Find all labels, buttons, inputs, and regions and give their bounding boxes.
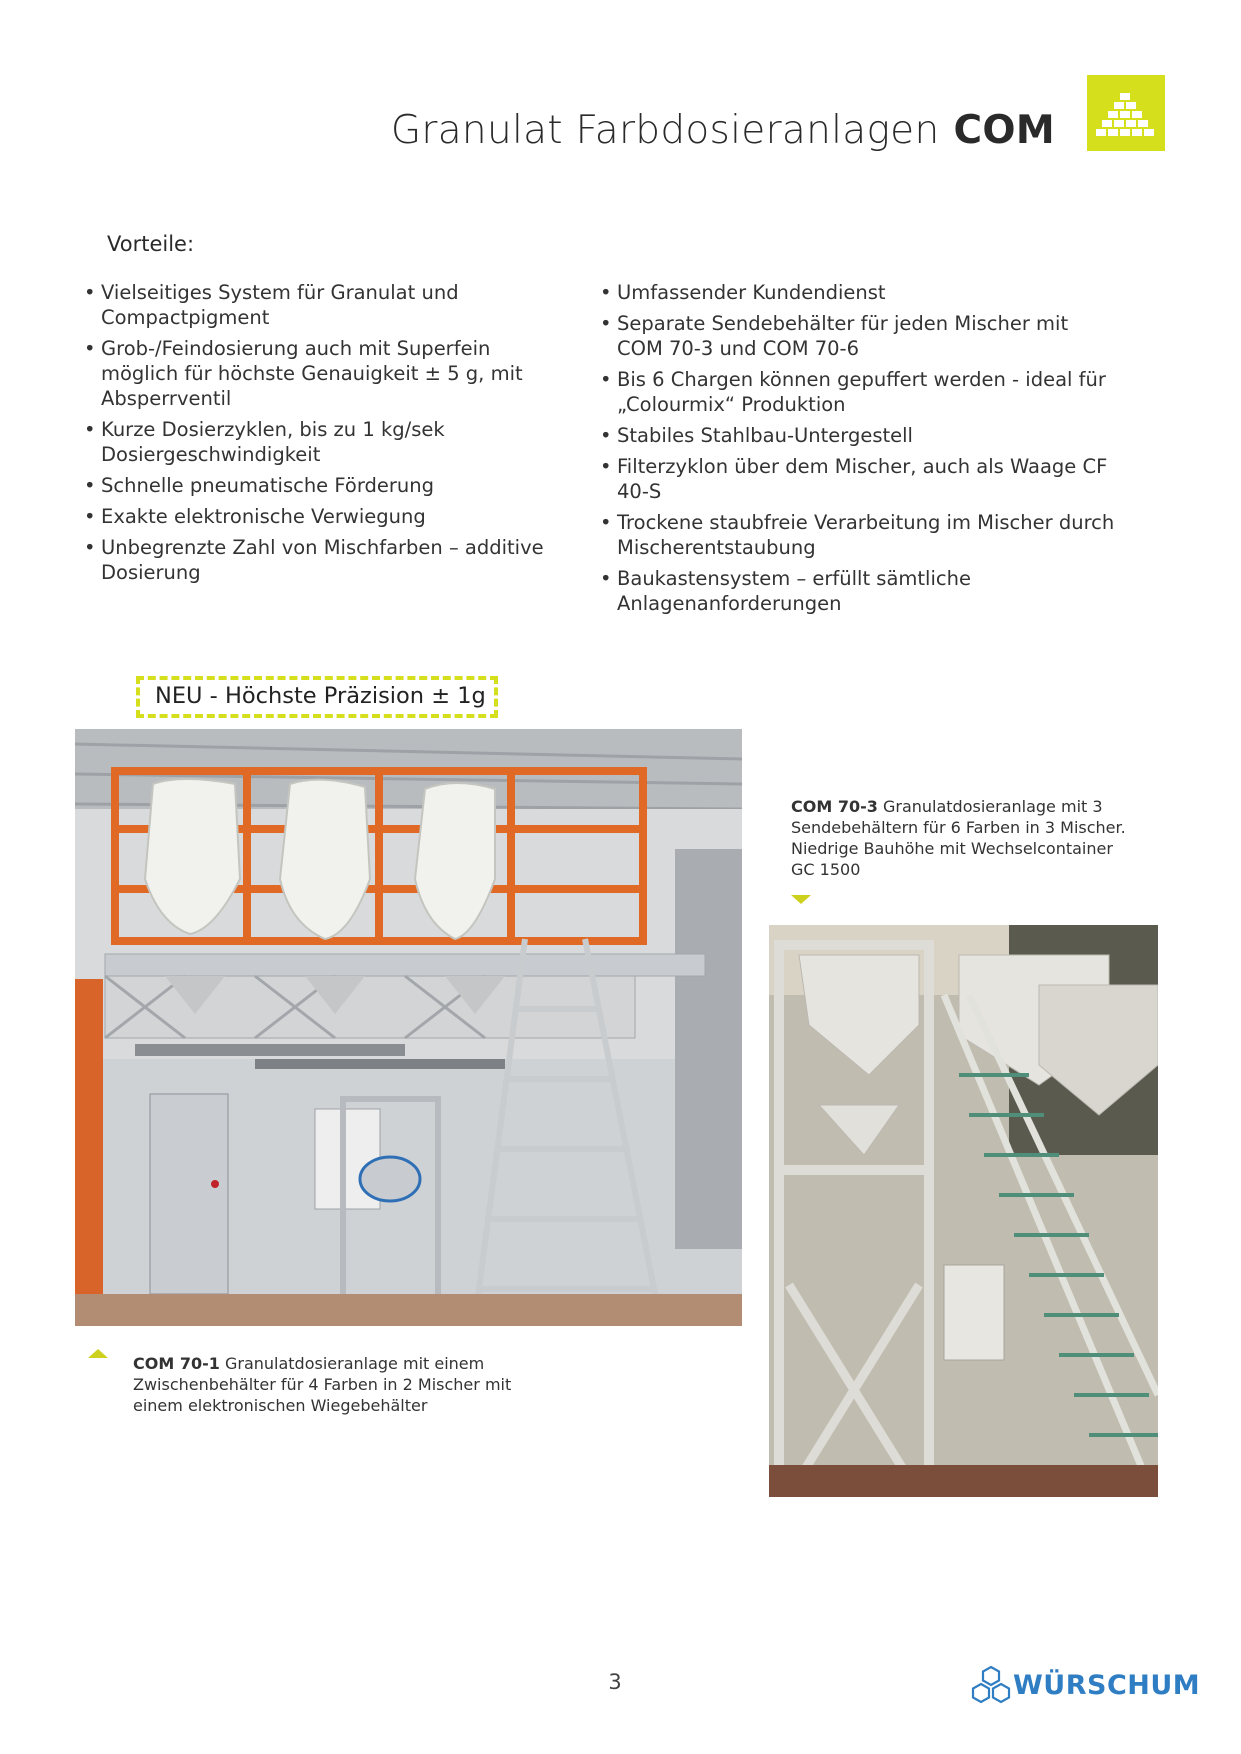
list-item: • Unbegrenzte Zahl von Mischfarben – additive Dosierung (84, 535, 564, 585)
list-item: • Baukastensystem – erfüllt sämtliche Anlagenanforderungen (600, 566, 1115, 616)
page-title: Granulat Farbdosieranlagen COM (390, 108, 1055, 153)
advantages-heading: Vorteile: (107, 232, 195, 256)
photo-com-70-1 (75, 729, 742, 1326)
list-item: • Bis 6 Chargen können gepuffert werden - ideal für „Colourmix“ Produktion (600, 367, 1115, 417)
page-number: 3 (608, 1670, 622, 1694)
caption-model: COM 70-1 (133, 1354, 220, 1373)
list-item: • Kurze Dosierzyklen, bis zu 1 kg/sek Dosiergeschwindigkeit (84, 417, 564, 467)
model-name: COM (953, 108, 1055, 153)
list-item: • Stabiles Stahlbau-Untergestell (600, 423, 1115, 448)
pyramid-logo-icon (1087, 75, 1165, 151)
caption-pointer-down-icon (791, 895, 811, 904)
brand-name: WÜRSCHUM (1013, 1670, 1201, 1701)
caption-text: Granulatdosieranlage mit 3 Sendebehältern für 6 Farben in 3 Mischer. Niedrige Bauhöhe mit Wechselcontainer GC 1500 (791, 797, 1126, 879)
list-item: • Schnelle pneumatische Förderung (84, 473, 564, 498)
list-item: • Grob-/Feindosierung auch mit Superfein möglich für höchste Genauigkeit ± 5 g, mit Absperrventil (84, 336, 564, 411)
advantages-list-left (84, 280, 564, 591)
caption-model: COM 70-3 (791, 797, 878, 816)
advantages-list-right (600, 280, 1115, 622)
list-item: • Umfassender Kundendienst (600, 280, 1115, 305)
caption-com-70-3 (791, 796, 1131, 880)
caption-com-70-1 (133, 1353, 553, 1416)
caption-pointer-up-icon (88, 1349, 108, 1358)
wurschum-hexagon-logo-icon (968, 1665, 1014, 1705)
list-item: • Separate Sendebehälter für jeden Mischer mit COM 70-3 und COM 70-6 (600, 311, 1115, 361)
photo-com-70-3 (769, 925, 1158, 1497)
list-item: • Exakte elektronische Verwiegung (84, 504, 564, 529)
list-item: • Vielseitiges System für Granulat und Compactpigment (84, 280, 564, 330)
list-item: • Trockene staubfreie Verarbeitung im Mischer durch Mischerentstaubung (600, 510, 1115, 560)
precision-highlight-box: NEU - Höchste Präzision ± 1g (136, 676, 498, 718)
list-item: • Filterzyklon über dem Mischer, auch als Waage CF 40-S (600, 454, 1115, 504)
caption-text: Granulatdosieranlage mit einem Zwischenbehälter für 4 Farben in 2 Mischer mit einem elektronischen Wiegebehälter (133, 1354, 512, 1415)
